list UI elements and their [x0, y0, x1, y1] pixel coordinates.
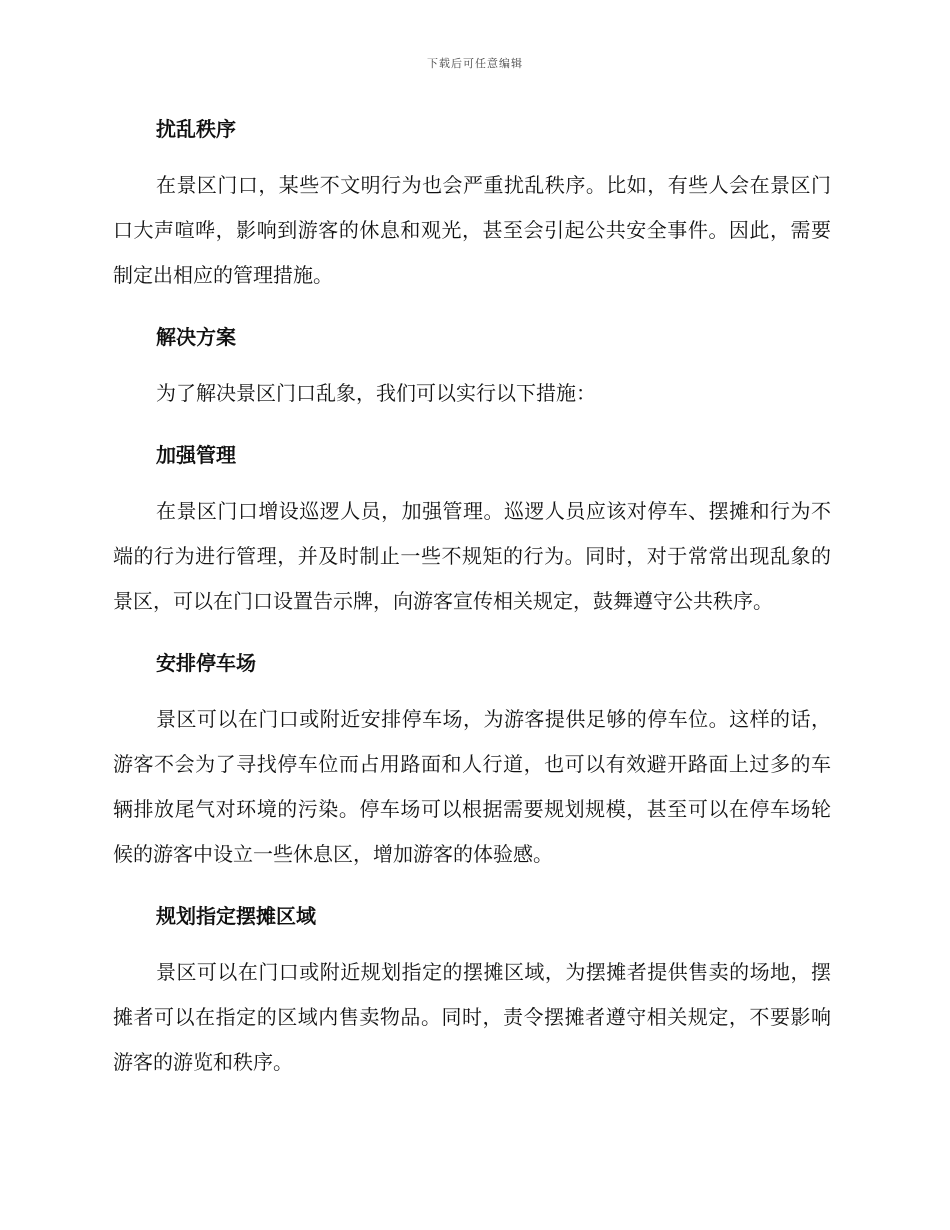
section-parking [113, 646, 831, 877]
document-body [113, 112, 831, 1085]
section-paragraph: 为了解决景区门口乱象，我们可以实行以下措施： [156, 381, 596, 405]
section-management [113, 438, 831, 624]
section-heading: 规划指定摆摊区域 [156, 904, 316, 928]
section-paragraph: 在景区门口增设巡逻人员，加强管理。巡逻人员应该对停车、摆摊和行为不端的行为进行管理，并及时制止一些不规矩的行为。同时，对于常常出现乱象的景区，可以在门口设置告示牌，向游客宣传相关规定，鼓舞遵守公共秩序。 [113, 499, 831, 613]
section-paragraph: 在景区门口，某些不文明行为也会严重扰乱秩序。比如，有些人会在景区门口大声喧哗，影响到游客的休息和观光，甚至会引起公共安全事件。因此，需要制定出相应的管理措施。 [113, 173, 831, 287]
section-solution [113, 320, 831, 416]
section-heading: 扰乱秩序 [156, 117, 236, 141]
section-heading: 加强管理 [156, 443, 236, 467]
section-heading: 安排停车场 [156, 651, 256, 675]
page-header: 下载后可任意编辑 [427, 57, 523, 70]
section-heading: 解决方案 [156, 325, 236, 349]
section-stall-area [113, 899, 831, 1085]
section-disorder [113, 112, 831, 298]
section-paragraph: 景区可以在门口或附近规划指定的摆摊区域，为摆摊者提供售卖的场地，摆摊者可以在指定的区域内售卖物品。同时，责令摆摊者遵守相关规定，不要影响游客的游览和秩序。 [113, 960, 831, 1074]
section-paragraph: 景区可以在门口或附近安排停车场，为游客提供足够的停车位。这样的话，游客不会为了寻找停车位而占用路面和人行道，也可以有效避开路面上过多的车辆排放尾气对环境的污染。停车场可以根据需要规划规模，甚至可以在停车场轮候的游客中设立一些休息区，增加游客的体验感。 [113, 707, 831, 866]
